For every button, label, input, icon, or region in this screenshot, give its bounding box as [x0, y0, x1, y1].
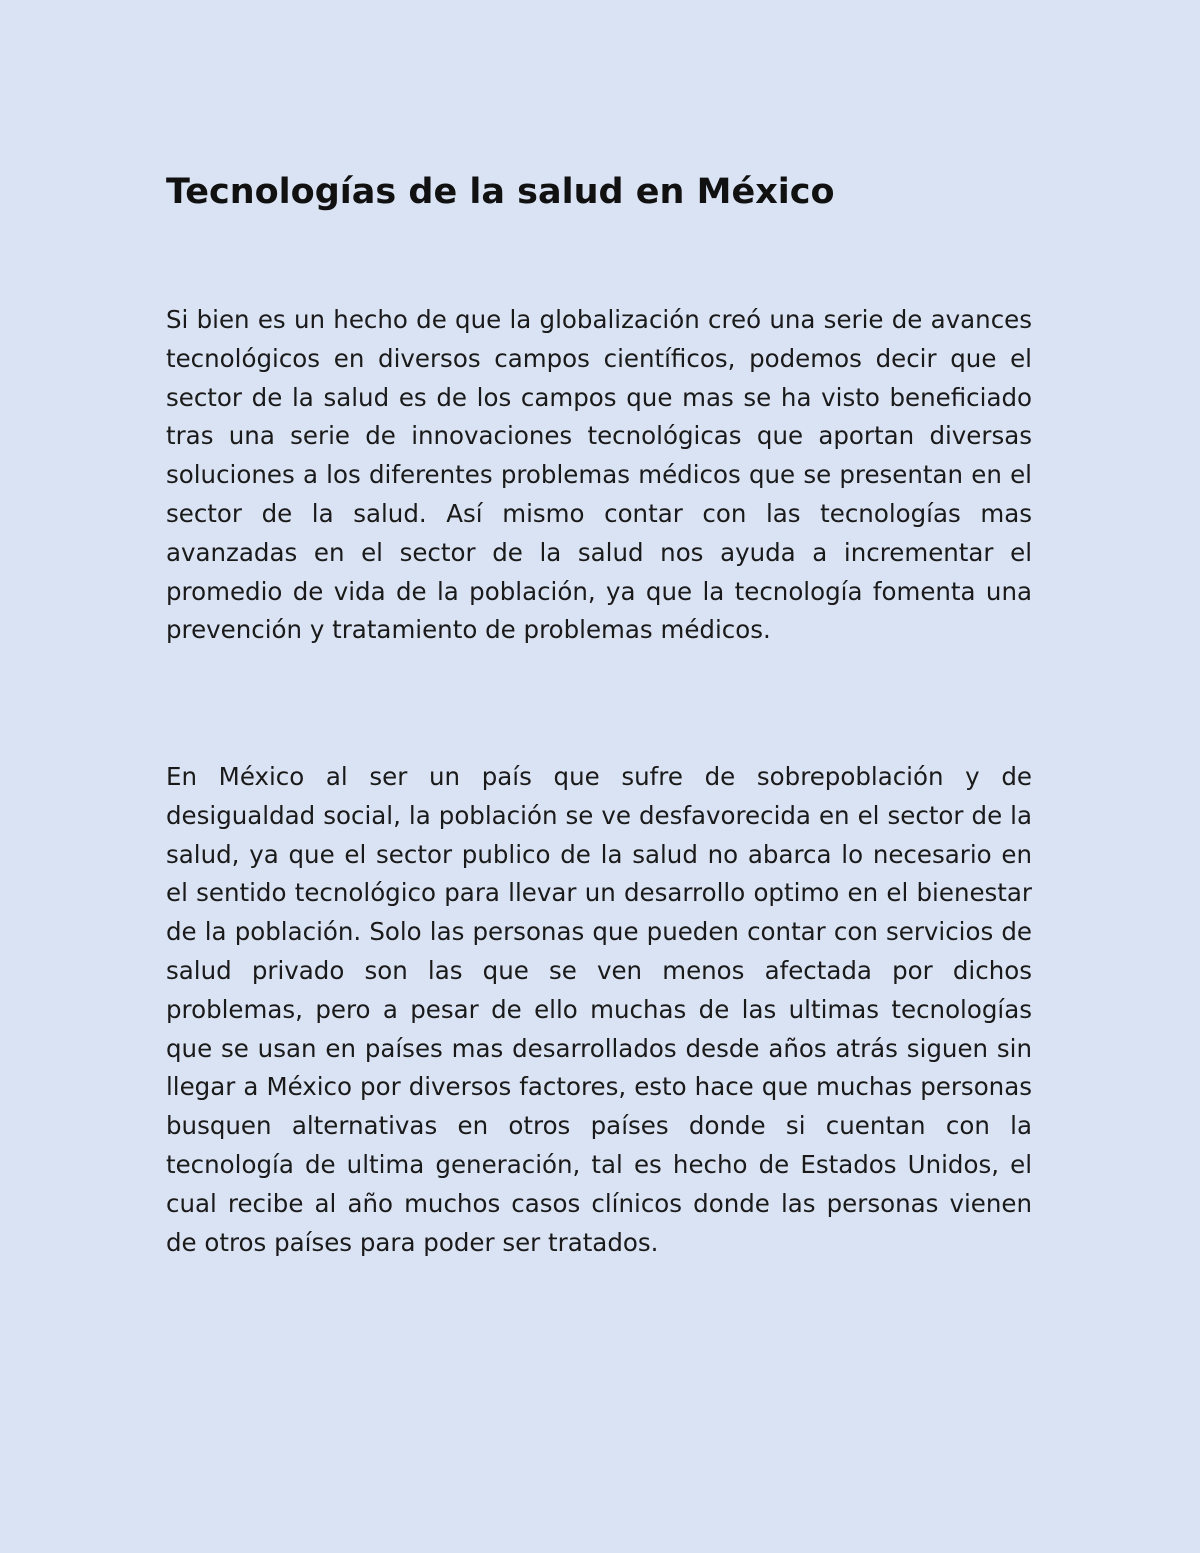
paragraph-mexico: En México al ser un país que sufre de sobrepoblación y de desigualdad social, la población se ve desfavorecida en el sector de la salud, ya que el sector publico de la salud no abarca lo necesario en el sentido tecnológico para llevar un desarrollo optimo en el bienestar de la población. Solo las personas que pueden contar con servicios de salud privado son las que se ven menos afectada por dichos problemas, pero a pesar de ello muchas de las ultimas tecnologías que se usan en países mas desarrollados desde años atrás siguen sin llegar a México por diversos factores, esto hace que muchas personas busquen alternativas en otros países donde si cuentan con la tecnología de ultima generación, tal es hecho de Estados Unidos, el cual recibe al año muchos casos clínicos donde las personas vienen de otros países para poder ser tratados. [166, 762, 1032, 1257]
paragraph-globalization: Si bien es un hecho de que la globalización creó una serie de avances tecnológicos en diversos campos científicos, podemos decir que el sector de la salud es de los campos que mas se ha visto beneficiado tras una serie de innovaciones tecnológicas que aportan diversas soluciones a los diferentes problemas médicos que se presentan en el sector de la salud. Así mismo contar con las tecnologías mas avanzadas en el sector de la salud nos ayuda a incrementar el promedio de vida de la población, ya que la tecnología fomenta una prevención y tratamiento de problemas médicos. [166, 305, 1032, 645]
document-title: Tecnologías de la salud en México [166, 172, 835, 212]
document-page [166, 0, 1032, 1553]
